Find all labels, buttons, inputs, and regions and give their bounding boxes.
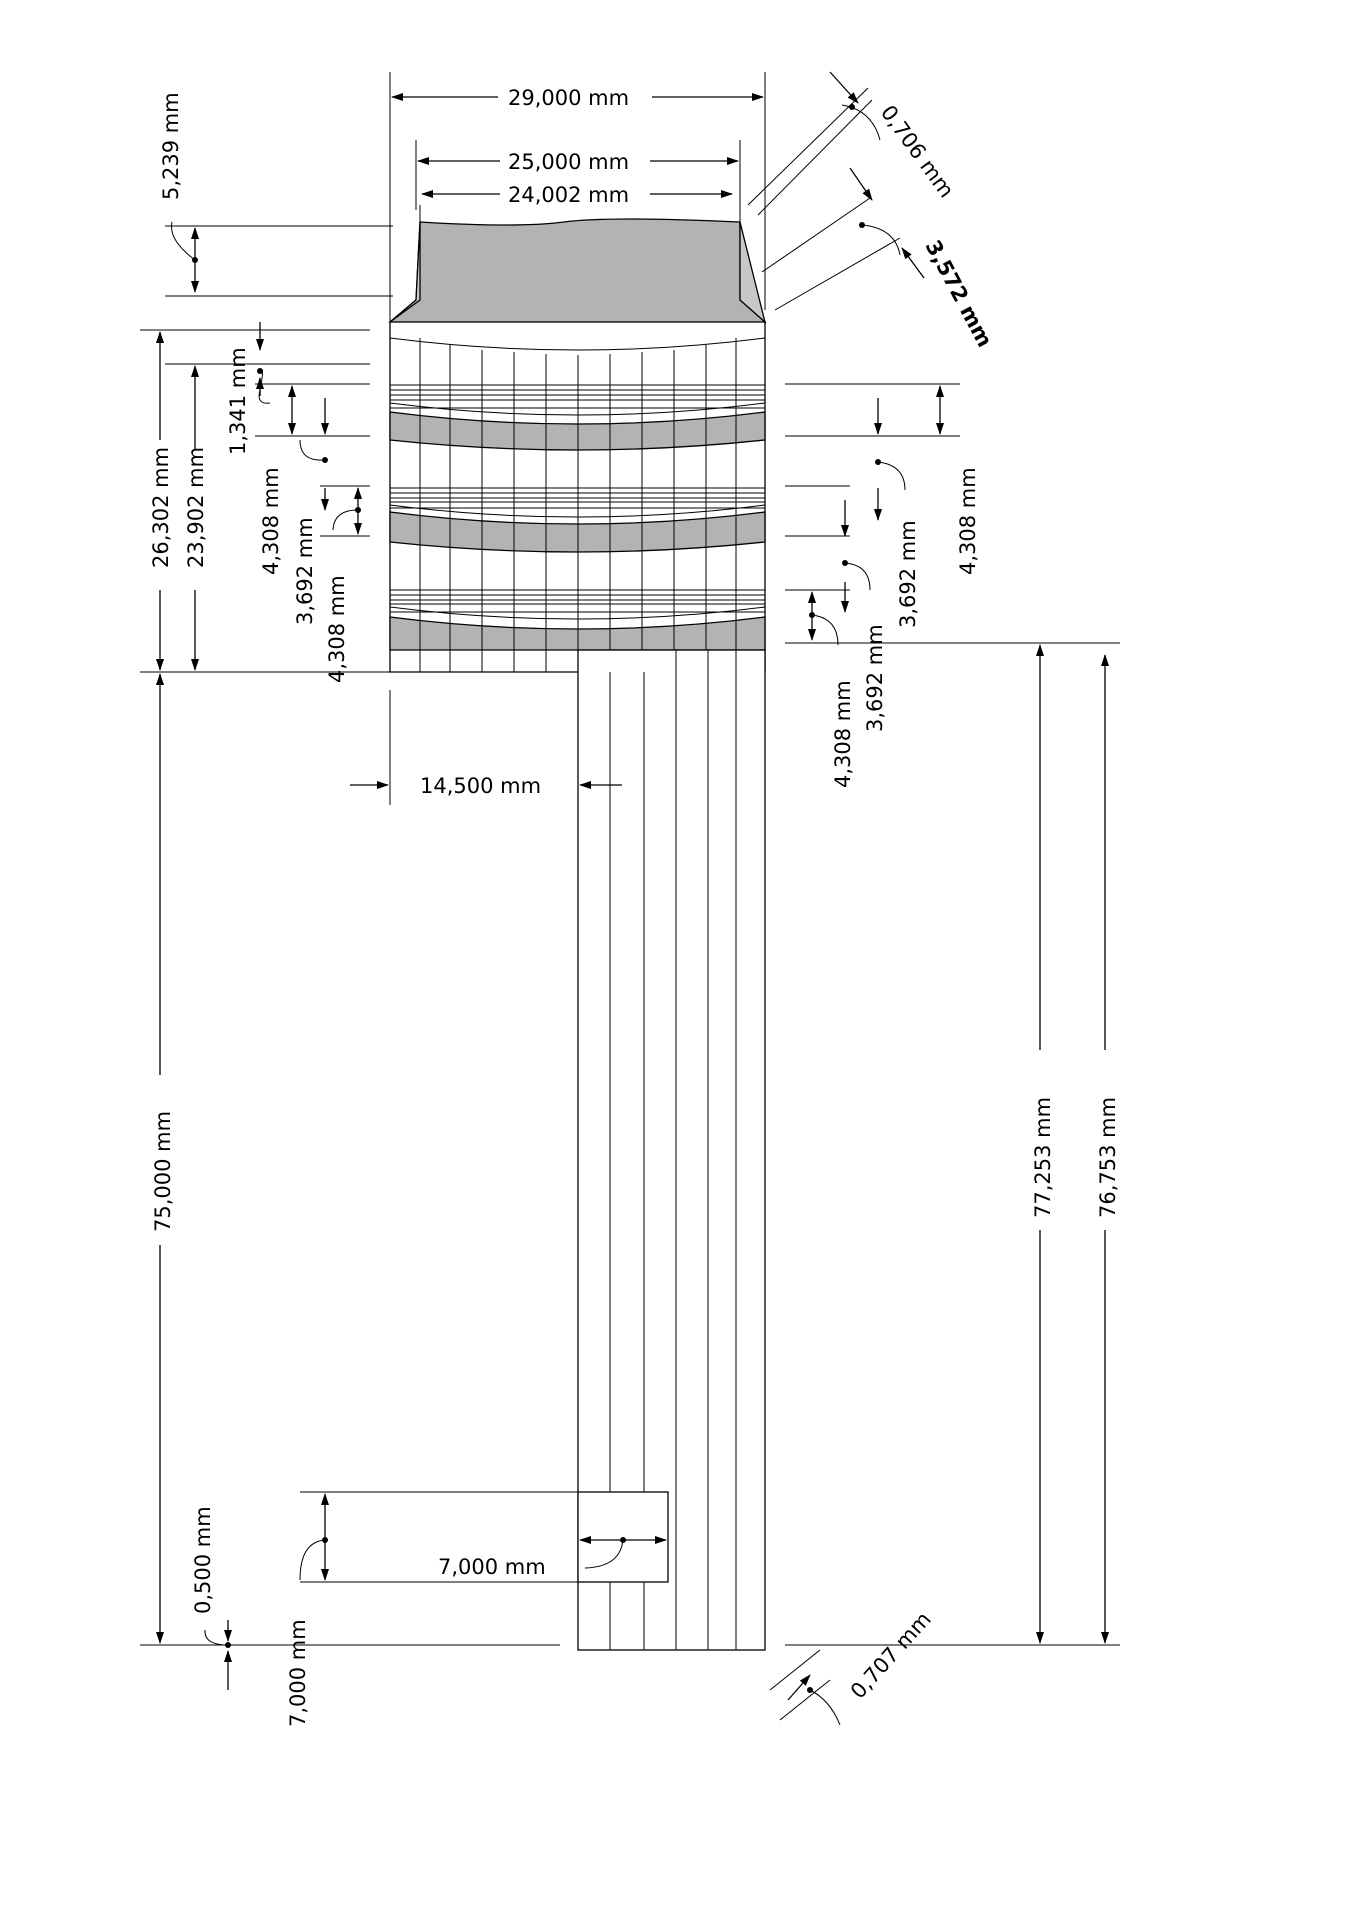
dim-24002: 24,002 mm [508,183,630,207]
dim-3692-left: 3,692 mm [293,517,317,625]
knob-part [390,219,765,1650]
dim-4308-left-1: 4,308 mm [259,467,283,575]
dim-26302: 26,302 mm [149,446,173,568]
dim-0500: 0,500 mm [191,1506,215,1614]
dim-14500: 14,500 mm [420,774,542,798]
dim-3572: 3,572 mm [920,236,997,352]
dim-4308-right-1: 4,308 mm [956,467,980,575]
dim-77253: 77,253 mm [1031,1096,1055,1218]
dim-4308-left-2: 4,308 mm [325,575,349,683]
dim-5239: 5,239 mm [159,92,183,200]
dim-1341: 1,341 mm [226,347,250,455]
dim-0707: 0,707 mm [845,1607,936,1704]
dim-7000-vertical: 7,000 mm [286,1619,310,1727]
knob-top-cap [390,219,765,327]
dim-25000: 25,000 mm [508,150,630,174]
dim-75000: 75,000 mm [151,1110,175,1232]
dim-3692-right-1: 3,692 mm [896,520,920,628]
dim-4308-right-2: 4,308 mm [831,680,855,788]
dim-3692-right-2: 3,692 mm [863,624,887,732]
dim-0706: 0,706 mm [875,100,959,203]
dim-23902: 23,902 mm [184,446,208,568]
dim-76753: 76,753 mm [1096,1096,1120,1218]
dim-7000-horizontal: 7,000 mm [438,1555,546,1579]
dim-29000: 29,000 mm [508,86,630,110]
